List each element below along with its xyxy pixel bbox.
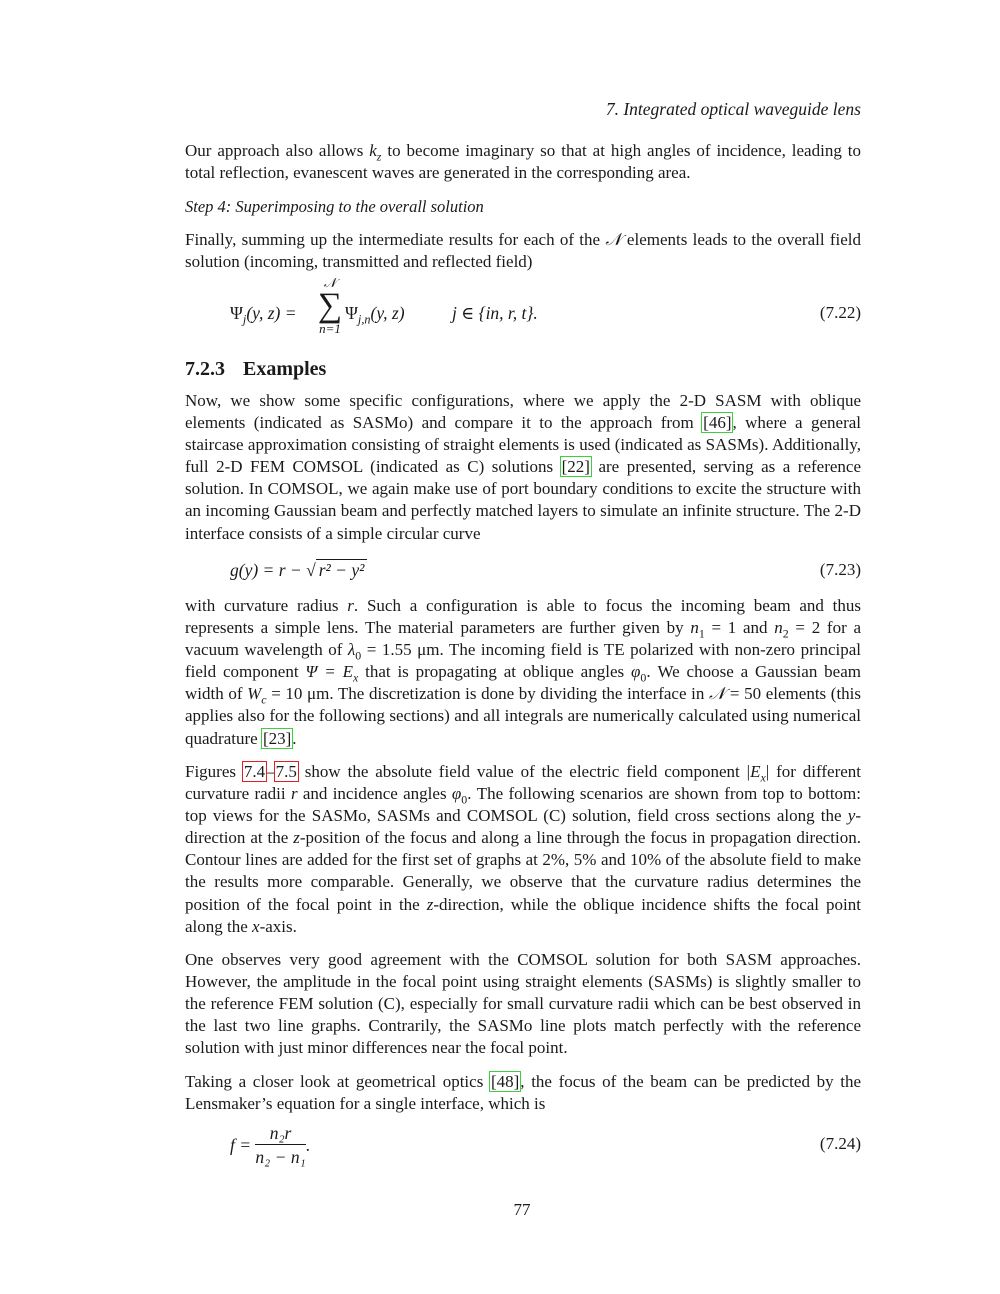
- figure-ref-7-4[interactable]: 7.4: [243, 762, 266, 781]
- citation-46[interactable]: [46]: [703, 413, 732, 433]
- equation-7-24: f = $\frac{\text{n₂r}}{\text{n₂ − n₁}}$ . (7.24): [230, 1123, 861, 1167]
- equation-number-7-22: (7.22): [819, 303, 861, 322]
- summation-symbol: 𝒩 ∑ n=1: [317, 276, 343, 336]
- step-4-heading: Step 4: Superimposing to the overall solution: [185, 197, 484, 216]
- section-heading: 7.2.3 Examples: [185, 358, 327, 380]
- eq722-term: $\Psi_{j,n}(y$, z): [345, 303, 405, 327]
- paragraph-figures: Figures 7.4–7.5 show the absolute field value of the electric field component $|E_x|$ for different curvature radii r and incidence angles $\varphi_0$. The following scenarios are shown from top to bottom: top views for the SASMo, SASMs and COMSOL (C) solution, field cross sections along the y-direction at the z-position of the focus and along a line through the focus in propagation direction. Contour lines are added for the first set of graphs at 2%, 5% and 10% of the absolute field to make the results more comparable. Generally, we observe that the curvature radius determines the position of the focal point in the z-direction, while the oblique incidence shifts the focal point along the x-axis.: [185, 762, 861, 936]
- lensmaker-fraction: $\frac{\text{n₂r}}{\text{n₂ − n₁}}$: [255, 1123, 306, 1167]
- citation-48[interactable]: [48]: [490, 1072, 520, 1091]
- paragraph-evanescent: Our approach also allows $k_z$ to become imaginary so that at high angles of incidence, leading to total reflection, evanescent waves are generated in the corresponding area.: [185, 141, 861, 183]
- equation-number-7-24: (7.24): [819, 1134, 861, 1153]
- running-header: 7. Integrated optical waveguide lens: [605, 99, 861, 119]
- paragraph-agreement: One observes very good agreement with the COMSOL solution for both SASM approaches. However, the amplitude in the focal point using straight elements (SASMs) is slightly smaller to the reference FEM solution (C), especially for small curvature radii which can be best observed in the last two line graphs. Contrarily, the SASMo line plots match perfectly with the reference solution with just minor differences near the focal point.: [185, 950, 861, 1058]
- paragraph-summing: Finally, summing up the intermediate results for each of the 𝒩 elements leads to the overall field solution (incoming, transmitted and reflected field): [185, 230, 861, 272]
- paragraph-curvature: with curvature radius r. Such a configuration is able to focus the incoming beam and thus represents a simple lens. The material parameters are further given by $n_1 = 1$ and $n_2 = 2$ for a vacuum wavelength of $\lambda_0 = 1.55$ μm. The incoming field is TE polarized with non-zero principal field component $\Psi = E_x$ that is propagating at oblique angles $\varphi_0$. We choose a Gaussian beam width of $W_c = 10$ μm. The discretization is done by dividing the interface in 𝒩 = 50 elements (this applies also for the following sections) and all integrals are numerically calculated using numerical quadrature [23].: [185, 596, 862, 748]
- equation-7-22: [230, 276, 861, 336]
- paragraph-examples: Now, we show some specific configurations, where we apply the 2-D SASM with oblique elements (indicated as SASMo) and compare it to the approach from [46], where a general staircase approximation consisting of straight elements is used (indicated as SASMs). Additionally, full 2-D FEM COMSOL (indicated as C) solutions [22] are presented, serving as a reference solution. In COMSOL, we again make use of port boundary conditions to excite the structure with an incoming Gaussian beam and perfectly matched layers to simulate an infinite structure. The 2-D interface consists of a simple circular curve: [185, 391, 861, 543]
- paragraph-geometrical-optics: Taking a closer look at geometrical optics [48], the focus of the beam can be predicted by the Lensmaker’s equation for a single interface, which is: [185, 1072, 862, 1114]
- page-number: 77: [513, 1200, 531, 1219]
- citation-22[interactable]: [22]: [561, 457, 590, 477]
- equation-7-23: g(y) = r − √ r² − y² (7.23): [230, 560, 861, 580]
- eq722-condition: j ∈ {in, r, t}.: [452, 303, 538, 323]
- equation-number-7-23: (7.23): [819, 560, 861, 579]
- citation-23[interactable]: [23]: [262, 728, 292, 748]
- eq722-lhs: $\Psi_j(y$, z) =: [230, 303, 297, 327]
- figure-ref-7-5[interactable]: 7.5: [275, 762, 297, 781]
